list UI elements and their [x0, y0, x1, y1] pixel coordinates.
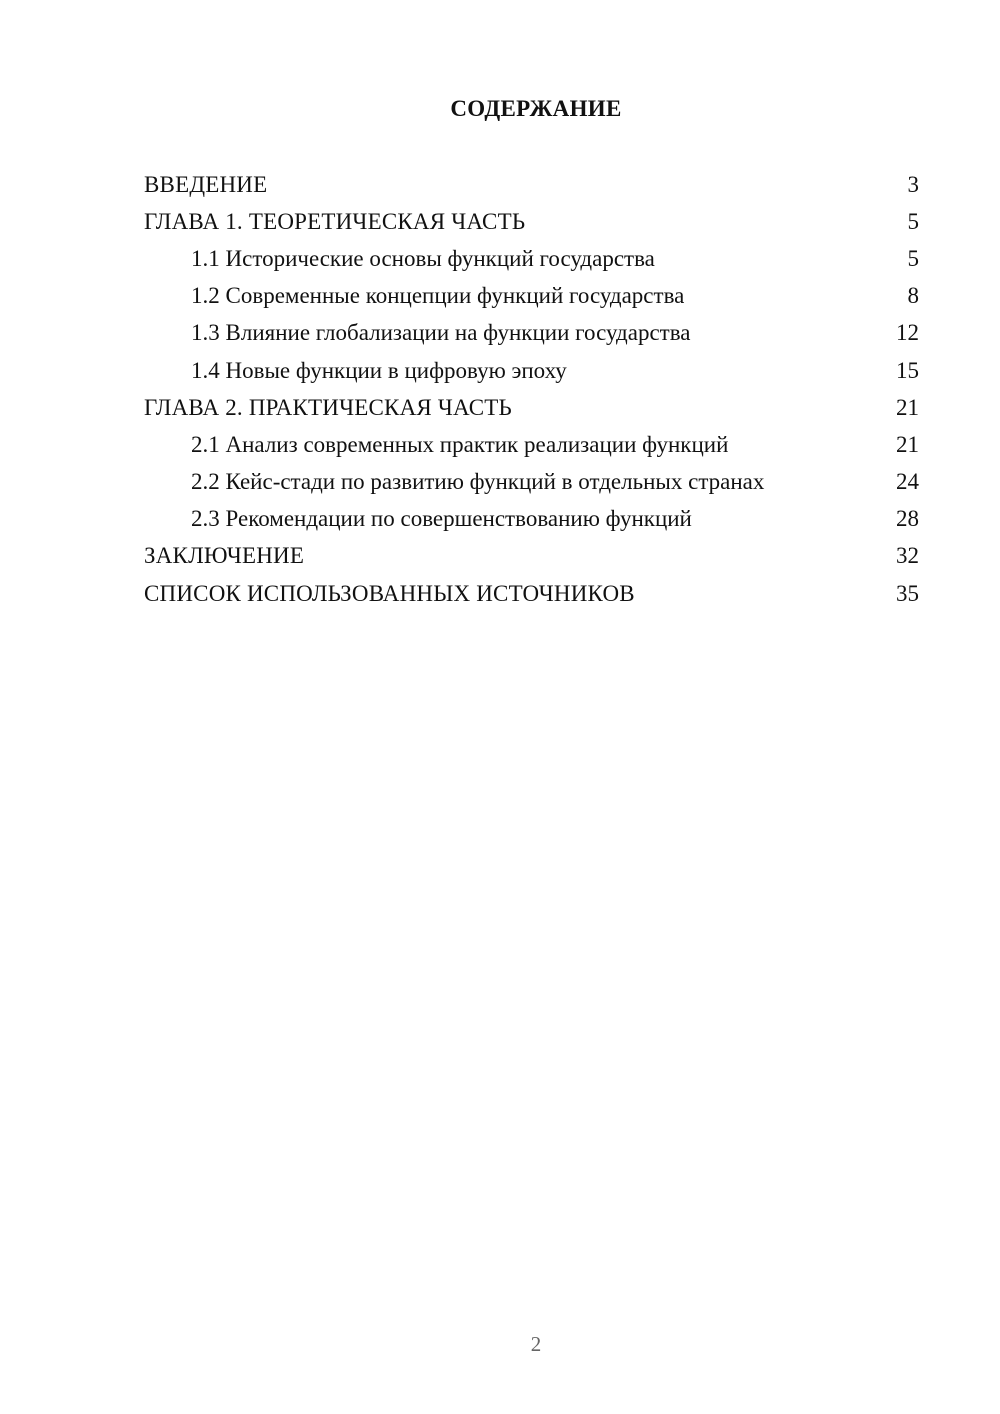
toc-entry-page: 21: [896, 394, 919, 420]
toc-entry-chapter-2[interactable]: [144, 389, 919, 426]
toc-entry-page: 5: [907, 245, 919, 271]
toc-entry-label: 1.4 Новые функции в цифровую эпоху: [191, 357, 567, 383]
toc-entry-references[interactable]: [144, 575, 919, 612]
toc-entry-label: ВВЕДЕНИЕ: [144, 171, 268, 197]
toc-entry-section-1-1[interactable]: [144, 240, 919, 277]
toc-entry-label: 2.2 Кейс-стади по развитию функций в отдельных странах: [191, 469, 765, 495]
toc-entry-page: 15: [896, 357, 919, 383]
toc-entry-page: 5: [907, 208, 919, 234]
toc-entry-label: 1.3 Влияние глобализации на функции государства: [191, 320, 691, 346]
toc-entry-page: 12: [896, 320, 919, 346]
page-title: СОДЕРЖАНИЕ: [450, 96, 622, 121]
toc-entry-conclusion[interactable]: [144, 538, 919, 575]
toc-entry-label: 1.2 Современные концепции функций государства: [191, 283, 685, 309]
toc-entry-page: 3: [907, 171, 919, 197]
toc-entry-section-1-3[interactable]: [144, 315, 919, 352]
toc-entry-label: 2.1 Анализ современных практик реализации функций: [191, 431, 729, 457]
table-of-contents: [144, 166, 919, 612]
toc-entry-label: ГЛАВА 2. ПРАКТИЧЕСКАЯ ЧАСТЬ: [144, 394, 512, 420]
toc-entry-chapter-1[interactable]: [144, 203, 919, 240]
toc-entry-page: 28: [896, 506, 919, 532]
toc-entry-page: 21: [896, 431, 919, 457]
toc-entry-label: ГЛАВА 1. ТЕОРЕТИЧЕСКАЯ ЧАСТЬ: [144, 208, 526, 234]
page-number: 2: [530, 1332, 542, 1356]
toc-entry-label: 2.3 Рекомендации по совершенствованию функций: [191, 506, 692, 532]
toc-entry-section-2-3[interactable]: [144, 501, 919, 538]
toc-entry-label: 1.1 Исторические основы функций государства: [191, 245, 655, 271]
toc-entry-section-2-1[interactable]: [144, 426, 919, 463]
toc-entry-page: 8: [907, 283, 919, 309]
toc-entry-section-2-2[interactable]: [144, 464, 919, 501]
toc-entry-section-1-2[interactable]: [144, 278, 919, 315]
toc-entry-page: 24: [896, 469, 919, 495]
toc-entry-page: 32: [896, 543, 919, 569]
toc-entry-section-1-4[interactable]: [144, 352, 919, 389]
toc-entry-page: 35: [896, 580, 919, 606]
toc-entry-label: СПИСОК ИСПОЛЬЗОВАННЫХ ИСТОЧНИКОВ: [144, 580, 635, 606]
toc-entry-introduction[interactable]: [144, 166, 919, 203]
toc-entry-label: ЗАКЛЮЧЕНИЕ: [144, 543, 305, 569]
